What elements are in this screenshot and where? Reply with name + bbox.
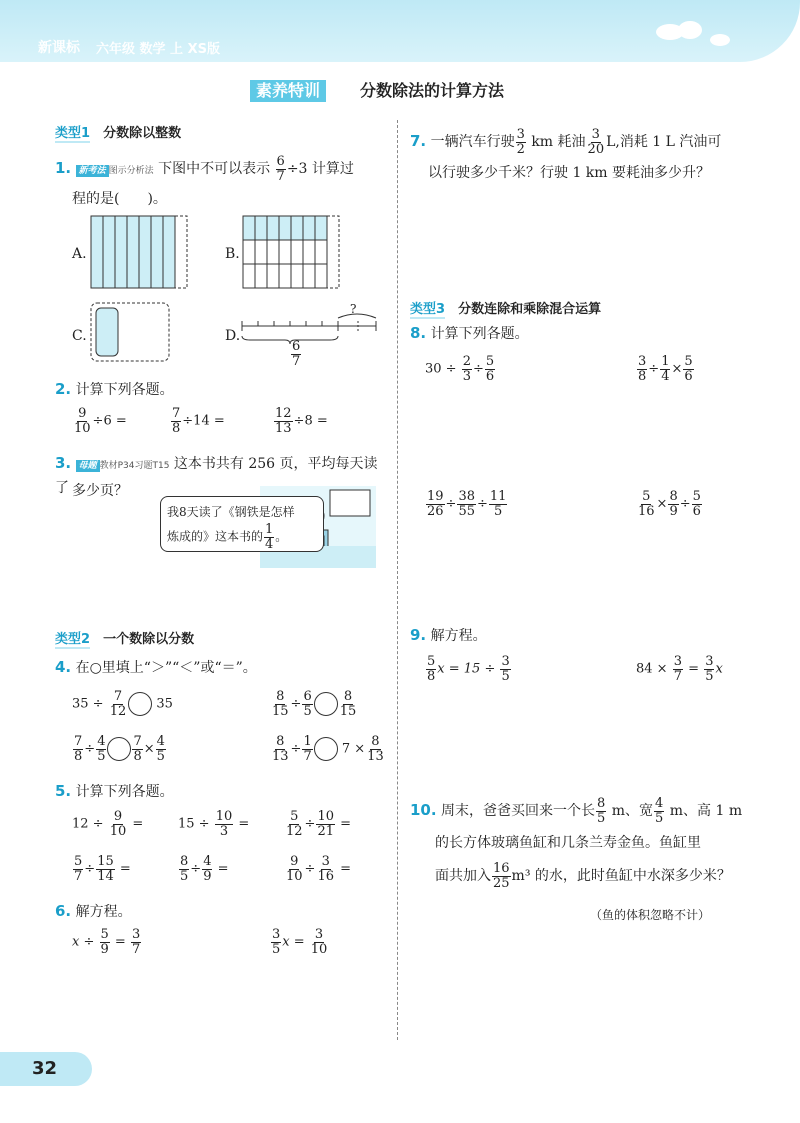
- q8-d: $\frac{5}{16}$ × $\frac{8}{9}$ ÷ $\frac{5}{6}$: [638, 489, 701, 519]
- option-d-fraction: $\frac{6}{7}$: [292, 339, 301, 369]
- page-number: 32: [32, 1058, 58, 1079]
- speech-bubble: [160, 496, 324, 552]
- option-b-label: B.: [225, 246, 240, 262]
- question-3-line2: 多少页？: [72, 483, 128, 499]
- q5-a: 12 ÷ $\frac{9}{10}$ =: [72, 809, 144, 839]
- brand-logo: 新课标: [38, 40, 80, 56]
- question-number: 1.: [55, 159, 72, 178]
- q4-row2-b: $\frac{8}{13}$ ÷ $\frac{1}{7}$ 7 × $\frac{8}{13}$: [272, 734, 384, 764]
- question-10-line3: 面共加入 $\frac{16}{25}$ m³ 的水，此时鱼缸中水深多少米？: [435, 861, 731, 891]
- q8-a: 30 ÷ $\frac{2}{3}$ ÷ $\frac{5}{6}$: [425, 354, 495, 384]
- option-c-figure: [90, 302, 172, 364]
- header-subject: 六年级 数学 上 XS版: [96, 42, 220, 57]
- page-number-tab: [0, 1052, 92, 1086]
- question-number: 7.: [410, 132, 427, 151]
- compare-circle[interactable]: [314, 692, 338, 716]
- option-c-label: C.: [72, 328, 87, 344]
- question-2: [55, 378, 174, 401]
- question-text: 解方程。: [75, 904, 132, 920]
- q5-b: 15 ÷ $\frac{10}{3}$ =: [178, 809, 250, 839]
- question-8: [410, 322, 529, 345]
- type-label: 类型2: [55, 632, 91, 647]
- q6-b: $\frac{3}{5}$ x = $\frac{3}{10}$: [272, 927, 328, 957]
- cloud-icon: [640, 10, 760, 54]
- question-number: 9.: [410, 626, 427, 644]
- option-b-figure: [242, 215, 342, 291]
- page-title: 分数除法的计算方法: [360, 81, 505, 100]
- q2-item-1: $\frac{9}{10}$ ÷6 =: [74, 406, 127, 436]
- q8-c: $\frac{19}{26}$ ÷ $\frac{38}{55}$ ÷ $\frac{11}{5}$: [427, 489, 507, 519]
- type-label: 类型3: [410, 302, 446, 317]
- question-text: 计算下列各题。: [75, 784, 174, 800]
- question-number: 5.: [55, 782, 72, 800]
- q5-c: $\frac{5}{12}$ ÷ $\frac{10}{21}$ =: [286, 809, 352, 839]
- type-label: 类型1: [55, 126, 91, 141]
- question-text: 周末，爸爸买回来一个长: [441, 803, 596, 820]
- question-number: 10.: [410, 801, 437, 820]
- question-number: 2.: [55, 380, 72, 398]
- q4-row2-a: $\frac{7}{8}$ ÷ $\frac{4}{5}$ $\frac{7}{8}$ × $\frac{4}{5}$: [74, 734, 165, 764]
- compare-circle[interactable]: [107, 737, 131, 761]
- compare-circle[interactable]: [314, 737, 338, 761]
- bubble-line-1: 我8天读了《钢铁是怎样: [167, 505, 295, 519]
- question-6: [55, 900, 132, 923]
- question-10: 10. 周末，爸爸买回来一个长 $\frac{8}{5}$ m、宽 $\frac{4}{5}$ m、高 1 m: [410, 796, 743, 826]
- question-text: 计算下列各题。: [430, 326, 529, 342]
- question-1-line2: 程的是( )。: [72, 191, 167, 207]
- question-1: [55, 155, 390, 183]
- q4-row1-b: $\frac{8}{15}$ ÷ $\frac{6}{5}$ $\frac{8}{15}$: [272, 689, 357, 719]
- q5-f: $\frac{9}{10}$ ÷ $\frac{3}{16}$ =: [286, 854, 352, 884]
- q6-a: x ÷ $\frac{5}{9}$ = $\frac{3}{7}$: [72, 927, 141, 957]
- q2-item-3: $\frac{12}{13}$ ÷8 =: [275, 406, 328, 436]
- question-10-note: （鱼的体积忽略不计）: [590, 908, 711, 922]
- question-text: 计算下列各题。: [75, 382, 174, 398]
- mother-question-tag: 母题: [76, 460, 100, 472]
- type-title: 分数除以整数: [103, 126, 182, 141]
- question-text: 解方程。: [430, 628, 487, 644]
- question-9: [410, 624, 487, 647]
- question-5: [55, 780, 174, 803]
- q8-b: $\frac{3}{8}$ ÷ $\frac{1}{4}$ × $\frac{5}{6}$: [638, 354, 693, 384]
- question-7: 7. 一辆汽车行驶 $\frac{3}{2}$ km 耗油 $\frac{3}{20}$ L,消耗 1 L 汽油可: [410, 127, 722, 157]
- question-number: 4.: [55, 658, 72, 676]
- q2-item-2: $\frac{7}{8}$ ÷14 =: [172, 406, 225, 436]
- question-7-line2: 以行驶多少千米？行驶 1 km 要耗油多少升？: [428, 165, 711, 181]
- question-text: ÷3 计算过: [286, 161, 354, 178]
- q5-e: $\frac{8}{5}$ ÷ $\frac{4}{9}$ =: [180, 854, 229, 884]
- option-d-figure: [240, 296, 380, 336]
- question-text: 一辆汽车行驶: [430, 134, 515, 151]
- column-divider: [397, 120, 398, 1040]
- q4-row1-a: 35 ÷ $\frac{7}{12}$ 35: [72, 689, 173, 719]
- new-method-tag: 新考法: [76, 165, 109, 177]
- tag-subtitle: 图示分析法: [108, 166, 154, 177]
- fraction: $\frac{6}{7}$: [276, 154, 285, 184]
- q5-d: $\frac{5}{7}$ ÷ $\frac{15}{14}$ =: [74, 854, 131, 884]
- type2-heading: [55, 628, 194, 647]
- question-10-line2: 的长方体玻璃鱼缸和几条兰寿金鱼。鱼缸里: [435, 835, 701, 851]
- type3-heading: [410, 298, 601, 317]
- question-text: 在○里填上“＞”“＜”或“＝”。: [75, 660, 257, 676]
- type1-heading: [55, 122, 181, 141]
- type-title: 一个数除以分数: [103, 632, 195, 647]
- question-4: [55, 656, 257, 679]
- option-d-question-mark: ?: [350, 302, 357, 316]
- q9-b: 84 × $\frac{3}{7}$ = $\frac{3}{5}$ x: [636, 654, 723, 684]
- q9-a: $\frac{5}{8}$ x = 15 ÷ $\frac{3}{5}$: [427, 654, 510, 684]
- question-text: 下图中不可以表示: [158, 161, 271, 178]
- option-a-figure: [90, 215, 190, 291]
- type-title: 分数连除和乘除混合运算: [458, 302, 602, 317]
- compare-circle[interactable]: [128, 692, 152, 716]
- section-tag: 素养特训: [250, 80, 326, 102]
- tag-subtitle: 教材P34习题T15: [99, 461, 170, 471]
- question-number: 6.: [55, 902, 72, 920]
- question-number: 3.: [55, 454, 72, 472]
- option-d-label: D.: [225, 328, 241, 344]
- question-text: 这本书共有 256 页，平均每天读了: [55, 456, 378, 496]
- option-a-label: A.: [72, 246, 87, 262]
- bubble-line-2: 炼成的》这本书的 $\frac{1}{4}$ 。: [167, 522, 288, 552]
- question-number: 8.: [410, 324, 427, 342]
